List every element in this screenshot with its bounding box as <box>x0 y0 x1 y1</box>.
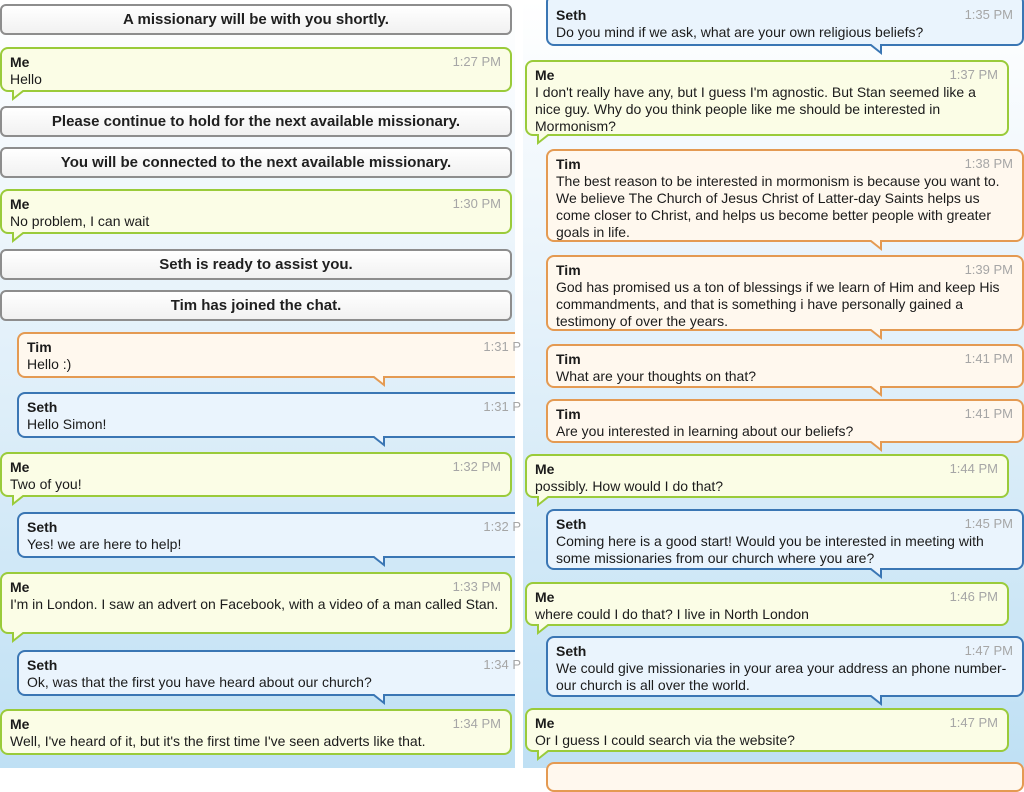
message-time: 1:46 PM <box>949 589 998 604</box>
message-text: No problem, I can wait <box>10 213 150 229</box>
chat-message-seth <box>546 509 1024 570</box>
chat-message-me <box>525 582 1009 626</box>
message-sender: Me <box>535 67 555 83</box>
chat-message-tim <box>546 149 1024 242</box>
chat-message-me <box>0 452 512 497</box>
system-message: Please continue to hold for the next available missionary. <box>0 106 512 137</box>
message-sender: Seth <box>556 7 587 23</box>
message-sender: Tim <box>556 262 581 278</box>
system-message: Tim has joined the chat. <box>0 290 512 321</box>
message-sender: Tim <box>556 406 581 422</box>
chat-transcript-left <box>0 0 521 768</box>
message-text: Or I guess I could search via the website? <box>535 732 795 748</box>
message-sender: Seth <box>27 657 58 673</box>
message-time: 1:31 P <box>483 399 521 414</box>
chat-message-tim <box>17 332 521 378</box>
message-text: What are your thoughts on that? <box>556 368 757 384</box>
chat-message-seth <box>17 512 521 558</box>
message-sender: Me <box>10 579 30 595</box>
message-sender: Tim <box>556 156 581 172</box>
message-time: 1:34 P <box>483 657 521 672</box>
message-sender: Me <box>10 54 30 70</box>
message-sender: Me <box>10 716 30 732</box>
message-time: 1:47 PM <box>964 643 1013 658</box>
message-text: Hello <box>10 71 42 87</box>
chat-message-me <box>525 60 1009 136</box>
message-text: The best reason to be interested in mormonism is because you want to. We believe The Church of Jesus Christ of Latter-day Saints helps us come closer to Christ, and helps us become better people with greater goals in life. <box>556 173 1000 240</box>
chat-message-tim <box>546 399 1024 443</box>
chat-message-me <box>0 189 512 234</box>
message-time: 1:32 PM <box>452 459 501 474</box>
message-time: 1:47 PM <box>949 715 998 730</box>
message-text: God has promised us a ton of blessings if we learn of Him and keep His commandments, and that is something i have personally gained a testimony of over the years. <box>556 279 1000 329</box>
message-text: Do you mind if we ask, what are your own religious beliefs? <box>556 24 924 40</box>
message-text: Ok, was that the first you have heard about our church? <box>27 674 372 690</box>
message-sender: Me <box>535 589 555 605</box>
message-text: Yes! we are here to help! <box>27 536 182 552</box>
system-message: Seth is ready to assist you. <box>0 249 512 280</box>
chat-message-tim <box>546 255 1024 331</box>
message-time: 1:33 PM <box>452 579 501 594</box>
chat-message-seth <box>546 636 1024 697</box>
message-sender: Seth <box>27 519 58 535</box>
message-text: possibly. How would I do that? <box>535 478 724 494</box>
message-sender: Tim <box>556 351 581 367</box>
message-text: Hello Simon! <box>27 416 107 432</box>
chat-message-me <box>0 47 512 92</box>
system-message: A missionary will be with you shortly. <box>0 4 512 35</box>
message-time: 1:35 PM <box>964 7 1013 22</box>
message-sender: Me <box>10 196 30 212</box>
message-time: 1:41 PM <box>964 406 1013 421</box>
message-sender: Tim <box>27 339 52 355</box>
message-time: 1:32 P <box>483 519 521 534</box>
message-time: 1:37 PM <box>949 67 998 82</box>
message-time: 1:34 PM <box>452 716 501 731</box>
message-text: I don't really have any, but I guess I'm agnostic. But Stan seemed like a nice guy. Why do you think people like me should be interested in Mormonism? <box>535 84 976 134</box>
chat-message-seth <box>17 650 521 696</box>
message-text: We could give missionaries in your area your address an phone number- our church is all over the world. <box>556 660 1007 693</box>
chat-message-me <box>0 572 512 634</box>
chat-message-seth <box>546 0 1024 46</box>
chat-message-me <box>525 708 1009 752</box>
message-sender: Me <box>535 461 555 477</box>
message-text: where could I do that? I live in North London <box>535 606 809 622</box>
message-time: 1:44 PM <box>949 461 998 476</box>
message-text: Are you interested in learning about our beliefs? <box>556 423 854 439</box>
message-sender: Me <box>535 715 555 731</box>
message-sender: Seth <box>556 643 587 659</box>
message-time: 1:30 PM <box>452 196 501 211</box>
message-text: Hello :) <box>27 356 72 372</box>
message-time: 1:41 PM <box>964 351 1013 366</box>
message-time: 1:38 PM <box>964 156 1013 171</box>
chat-message-me <box>525 454 1009 498</box>
message-time: 1:31 P <box>483 339 521 354</box>
chat-message-tim <box>546 344 1024 388</box>
message-time: 1:27 PM <box>452 54 501 69</box>
message-text: I'm in London. I saw an advert on Facebook, with a video of a man called Stan. <box>10 596 499 612</box>
chat-message-seth <box>17 392 521 438</box>
system-message: You will be connected to the next available missionary. <box>0 147 512 178</box>
message-time: 1:39 PM <box>964 262 1013 277</box>
chat-transcript-right <box>523 0 1024 768</box>
message-sender: Seth <box>27 399 58 415</box>
message-sender: Me <box>10 459 30 475</box>
chat-message-me <box>0 709 512 755</box>
message-text: Well, I've heard of it, but it's the first time I've seen adverts like that. <box>10 733 426 749</box>
chat-message-partial <box>546 762 1024 792</box>
message-text: Coming here is a good start! Would you be interested in meeting with some missionaries from our church where you are? <box>556 533 984 566</box>
message-text: Two of you! <box>10 476 82 492</box>
message-sender: Seth <box>556 516 587 532</box>
message-time: 1:45 PM <box>964 516 1013 531</box>
